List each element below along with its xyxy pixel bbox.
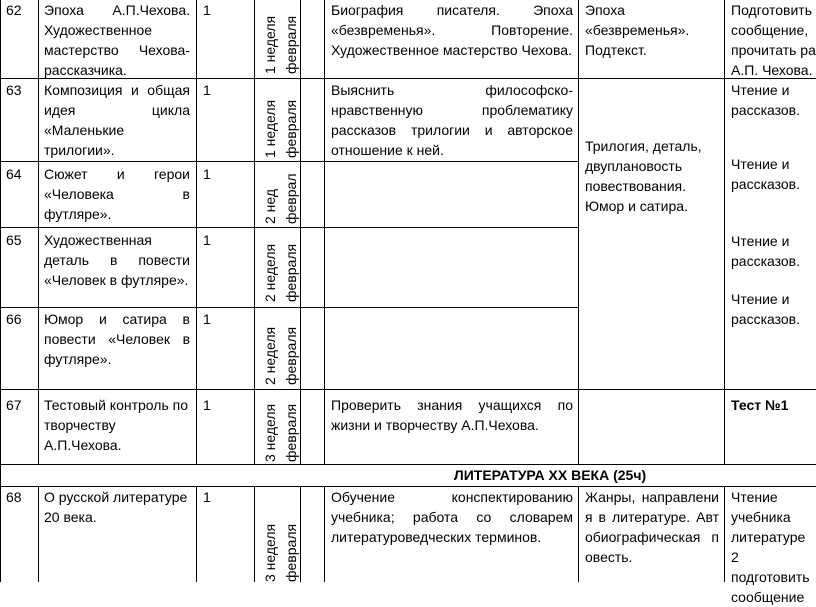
lesson-number: 66 [6,311,22,327]
lesson-homework: Чтение и рассказов. [731,291,801,327]
row-border [0,307,578,308]
lesson-date-month: февраля [283,523,299,582]
lesson-date-month: февраля [283,15,299,74]
lesson-concepts-merged: Трилогия, деталь, двуплановость повествования. Юмор и сатира. [585,138,702,214]
lesson-hours: 1 [203,311,211,327]
lesson-homework: Чтение и рассказов. [731,82,801,118]
lesson-topic: Юмор и сатира в повести «Человек в футляре». [44,311,190,367]
row-border [0,161,578,162]
col-border [724,486,725,582]
col-border [324,0,325,464]
lesson-date-month: февраля [283,326,299,385]
lesson-topic: Художественная деталь в повести «Человек в футляре». [44,232,190,288]
lesson-date-month: февраля [283,403,299,462]
col-border [254,0,255,464]
lesson-date-week: 3 неделя [262,523,278,582]
lesson-number: 65 [6,232,22,248]
lesson-date-week: 3 неделя [262,403,278,462]
row-border [0,389,816,390]
lesson-hours: 1 [203,232,211,248]
lesson-number: 62 [6,2,22,18]
lesson-topic: О русской литературе 20 века. [44,489,188,525]
lesson-topic: Эпоха А.П.Чехова. Художественное мастерство Чехова-рассказчика. [44,2,190,78]
lesson-homework: Подготовить сообщение, прочитать ра А.П. Чехова. [731,2,816,78]
lesson-homework: Чтение и рассказов. [731,156,801,192]
lesson-goal: Биография писателя. Эпоха «безвременья». Повторение. Художественное мастерство Чехова. [331,2,573,58]
col-border [38,486,39,582]
lesson-homework: Тест №1 [731,397,789,413]
lesson-date-week: 1 неделя [262,15,278,74]
lesson-concepts: Эпоха «безвременья». Подтекст. [585,2,690,58]
lesson-date-month: февраля [283,243,299,302]
col-border [196,0,197,464]
lesson-date-week: 2 неделя [262,326,278,385]
col-border [254,486,255,582]
col-border [724,0,725,464]
lesson-number: 63 [6,82,22,98]
lesson-hours: 1 [203,397,211,413]
lesson-hours: 1 [203,82,211,98]
lesson-date-month: феврал [283,173,299,224]
lesson-topic: Тестовый контроль по творчеству А.П.Чехова. [44,397,188,453]
col-border [324,486,325,582]
lesson-goal: Обучение конспектированию учебника; работа со словарем литературоведческих терминов. [331,489,573,545]
lesson-number: 67 [6,397,22,413]
lesson-topic: Композиция и общая идея цикла «Маленькие трилогии». [44,82,190,158]
lesson-hours: 1 [203,489,211,505]
col-border [38,0,39,464]
lesson-number: 68 [6,489,22,505]
lesson-topic: Сюжет и герои «Человека в футляре». [44,166,190,222]
lesson-hours: 1 [203,2,211,18]
lesson-date-week: 2 нед [262,188,278,224]
lesson-number: 64 [6,166,22,182]
col-border [196,486,197,582]
lesson-homework: Чтение учебника литературе 2 подготовить сообщение [731,489,810,605]
lesson-concepts: Жанры, направления в литературе. Автобиографическая повесть. [585,489,719,565]
section-heading: ЛИТЕРАТУРА ХХ ВЕКА (25ч) [453,467,647,483]
lesson-homework: Чтение и рассказов. [731,233,801,269]
col-border [578,0,579,464]
lesson-date-week: 2 неделя [262,243,278,302]
col-border [0,0,1,582]
lesson-date-month: февраля [283,99,299,158]
lesson-date-week: 1 неделя [262,99,278,158]
row-border [0,227,578,228]
lesson-hours: 1 [203,166,211,182]
col-border [578,486,579,582]
lesson-goal: Выяснить философско-нравственную проблематику рассказов трилогии и авторское отношение к ней. [331,82,573,158]
lesson-goal: Проверить знания учащихся по жизни и творчеству А.П.Чехова. [331,397,573,433]
